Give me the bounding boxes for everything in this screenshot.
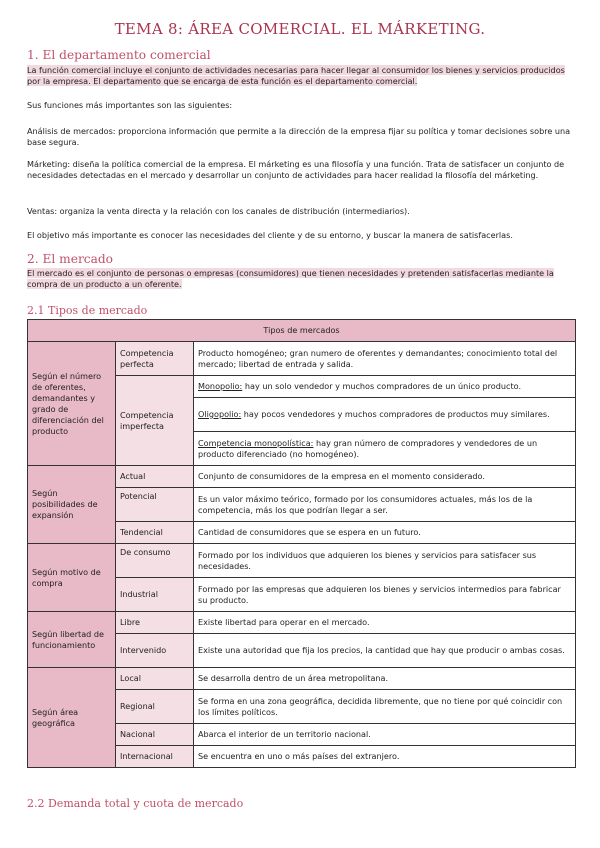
term-description: hay gran número de compradores y vendedores de un producto diferenciado (no homogéneo).: [198, 437, 538, 459]
table-row: [28, 612, 576, 634]
type-cell: Tendencial: [116, 522, 194, 544]
term-description: hay pocos vendedores y muchos compradores de productos muy similares.: [241, 409, 550, 419]
category-cell: Según motivo de compra: [28, 544, 116, 612]
function-sales: Ventas: organiza la venta directa y la relación con los canales de distribución (intermediarios).: [27, 206, 410, 216]
term: Oligopolio:: [198, 409, 242, 419]
section-1-intro: [27, 65, 575, 87]
description-cell: Abarca el interior de un territorio nacional.: [194, 724, 576, 746]
section-1-intro-text: La función comercial incluye el conjunto de actividades necesarias para hacer llegar al consumidor los bienes y servicios producidos por la empresa. El departamento que se encarga de esta función es el departamento comercial.: [27, 65, 565, 86]
description-cell: Se forma en una zona geográfica, decidida libremente, que no tiene por qué coincidir con los límites políticos.: [194, 690, 576, 724]
category-cell: Según libertad de funcionamiento: [28, 612, 116, 668]
description-cell: Conjunto de consumidores de la empresa en el momento considerado.: [194, 466, 576, 488]
category-cell: Según área geográfica: [28, 668, 116, 768]
type-cell: Local: [116, 668, 194, 690]
market-types-table: [27, 319, 576, 768]
type-cell: Libre: [116, 612, 194, 634]
document-title: TEMA 8: ÁREA COMERCIAL. EL MÁRKETING.: [114, 20, 486, 38]
type-cell: Competencia imperfecta: [116, 376, 194, 466]
description-cell: [194, 432, 576, 466]
type-cell: Actual: [116, 466, 194, 488]
type-cell: De consumo: [116, 544, 194, 578]
description-cell: Formado por las empresas que adquieren los bienes y servicios intermedios para fabricar su producto.: [194, 578, 576, 612]
subsection-2-2-heading: 2.2 Demanda total y cuota de mercado: [27, 797, 244, 810]
description-cell: Cantidad de consumidores que se espera en un futuro.: [194, 522, 576, 544]
type-cell: Potencial: [116, 488, 194, 522]
type-cell: Internacional: [116, 746, 194, 768]
section-2-intro-text: El mercado es el conjunto de personas o empresas (consumidores) que tienen necesidades y pretenden satisfacerlas mediante la compra de un producto a un oferente.: [27, 268, 554, 289]
section-2-heading: 2. El mercado: [27, 252, 113, 266]
table-row: [28, 342, 576, 376]
table-row: [28, 544, 576, 578]
table-row: [28, 466, 576, 488]
category-cell: Según el número de oferentes, demandantes y grado de diferenciación del producto: [28, 342, 116, 466]
description-cell: Formado por los individuos que adquieren los bienes y servicios para satisfacer sus necesidades.: [194, 544, 576, 578]
description-cell: Existe una autoridad que fija los precios, la cantidad que hay que producir o ambas cosas.: [194, 634, 576, 668]
table-row: [28, 668, 576, 690]
description-cell: Es un valor máximo teórico, formado por los consumidores actuales, más los de la competencia, más los que podrían llegar a ser.: [194, 488, 576, 522]
term: Competencia monopolística:: [198, 437, 314, 448]
type-cell: Competencia perfecta: [116, 342, 194, 376]
description-cell: Se desarrolla dentro de un área metropolitana.: [194, 668, 576, 690]
category-cell: Según posibilidades de expansión: [28, 466, 116, 544]
function-marketing: Márketing: diseña la política comercial de la empresa. El márketing es una filosofía y una función. Trata de satisfacer un conjunto de necesidades detectadas en el mercado y desarrollar un conjunto de actividades para hacer realidad la filosofía del márketing.: [27, 159, 565, 180]
main-objective: El objetivo más importante es conocer las necesidades del cliente y de su entorno, y buscar la manera de satisfacerlas.: [27, 230, 513, 240]
description-cell: Se encuentra en uno o más países del extranjero.: [194, 746, 576, 768]
term: Monopolio:: [198, 381, 243, 391]
description-cell: [194, 398, 576, 432]
section-2-intro: [27, 268, 575, 290]
description-cell: Existe libertad para operar en el mercado.: [194, 612, 576, 634]
description-cell: Producto homogéneo; gran numero de oferentes y demandantes; conocimiento total del mercado; libertad de entrada y salida.: [194, 342, 576, 376]
type-cell: Intervenido: [116, 634, 194, 668]
table-header: Tipos de mercados: [28, 320, 576, 342]
type-cell: Nacional: [116, 724, 194, 746]
type-cell: Industrial: [116, 578, 194, 612]
section-1-heading: 1. El departamento comercial: [27, 48, 211, 62]
term-description: hay un solo vendedor y muchos compradores de un único producto.: [242, 381, 522, 391]
function-analysis: Análisis de mercados: proporciona información que permite a la dirección de la empresa fijar su política y tomar decisiones sobre una base segura.: [27, 126, 571, 147]
subsection-2-1-heading: 2.1 Tipos de mercado: [27, 304, 148, 317]
description-cell: [194, 376, 576, 398]
type-cell: Regional: [116, 690, 194, 724]
functions-intro: Sus funciones más importantes son las siguientes:: [27, 100, 233, 110]
